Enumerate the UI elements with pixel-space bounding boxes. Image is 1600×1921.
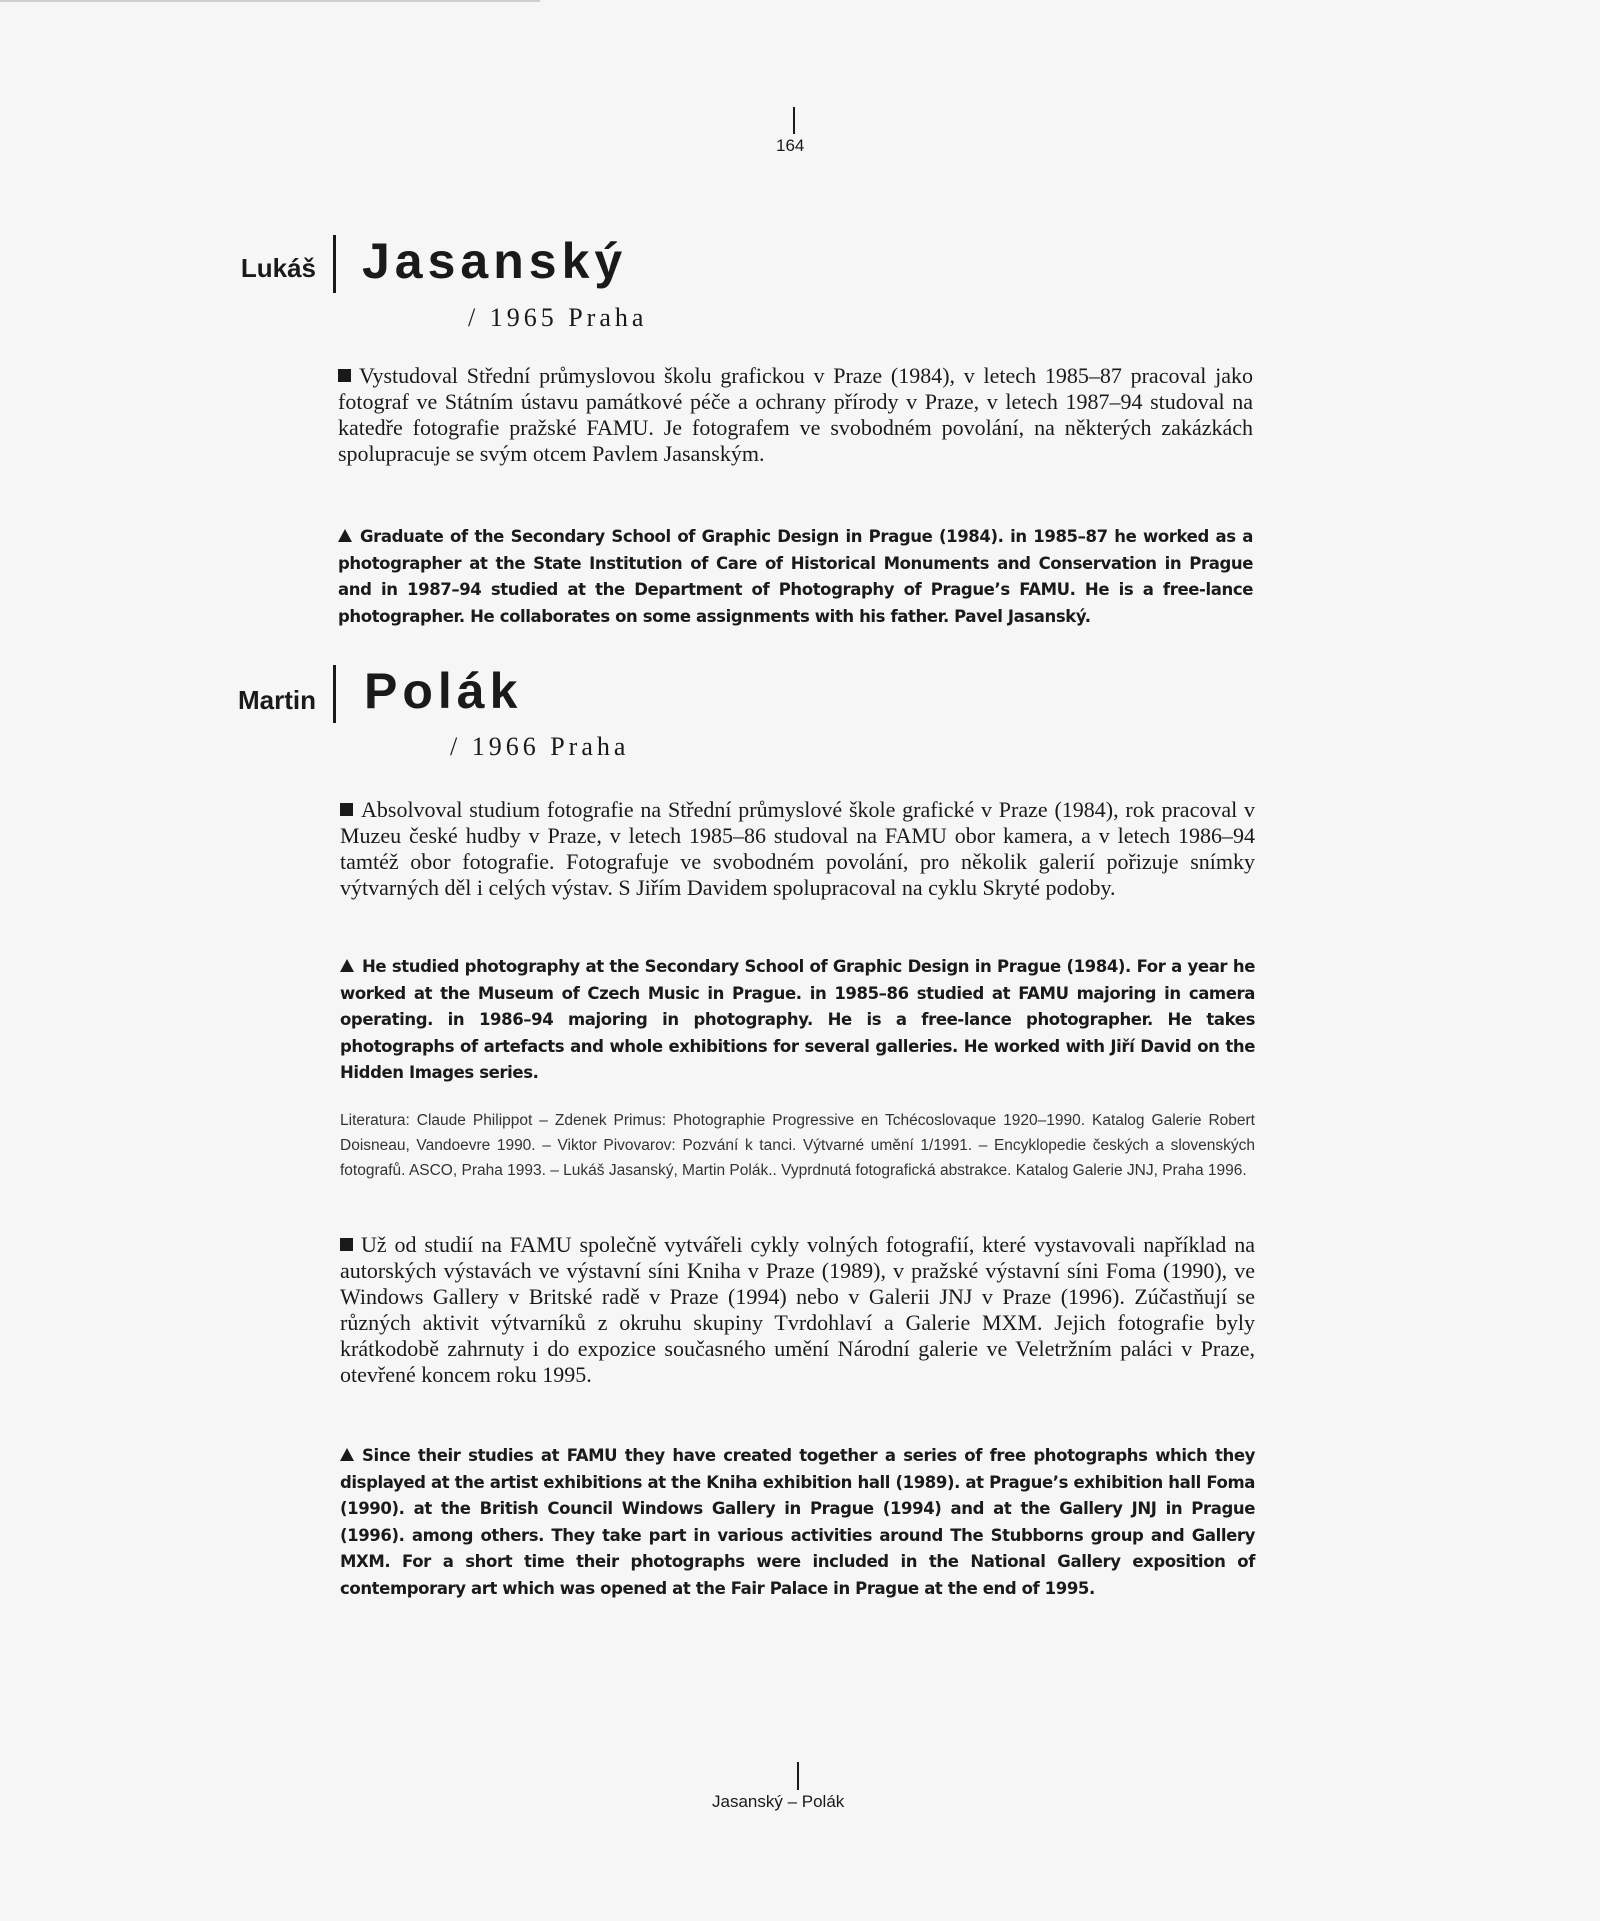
square-bullet-icon (340, 803, 353, 816)
name-divider-polak (333, 665, 336, 723)
page-number-rule (793, 107, 795, 134)
joint-en: Since their studies at FAMU they have created together a series of free photographs which they displayed at the artist exhibitions at the Kniha exhibition hall (1989). at Prague’s exhibition hall Foma (1990). at the British Council Windows Gallery in Prague (1994) and at the Gallery JNJ in Prague (1996). among others. They take part in various activities around The Stubborns group and Gallery MXM. For a short time their photographs were included in the National Gallery exposition of contemporary art which was opened at the Fair Palace in Prague at the end of 1995. (340, 1446, 1255, 1598)
bio-cz-jasansky: Vystudoval Střední průmyslovou školu grafickou v Praze (1984), v letech 1985–87 pracoval jako fotograf ve Státním ústavu památkové péče a ochrany přírody v Praze, v letech 1987–94 studoval na katedře fotografie pražské FAMU. Je fotografem ve svobodném povolání, na některých zakázkách spolupracuje se svým otcem Pavlem Jasanským. (338, 363, 1253, 466)
triangle-bullet-icon (340, 1448, 354, 1461)
first-name-polak: Martin (238, 685, 316, 715)
triangle-bullet-icon (340, 959, 354, 972)
square-bullet-icon (338, 369, 351, 382)
birth-polak: / 1966 Praha (450, 732, 630, 761)
running-title: Jasanský – Polák (712, 1792, 845, 1811)
bio-en-jasansky: Graduate of the Secondary School of Graphic Design in Prague (1984). in 1985–87 he worked as a photographer at the State Institution of Care of Historical Monuments and Conservation in Prague and in 1987–94 studied at the Department of Photography of Prague’s FAMU. He is a free-lance photographer. He collaborates on some assignments with his father. Pavel Jasanský. (338, 527, 1253, 626)
literature: Literatura: Claude Philippot – Zdenek Primus: Photographie Progressive en Tchécoslovaque 1920–1990. Katalog Galerie Robert Doisneau, Vandoevre 1990. – Viktor Pivovarov: Pozvání k tanci. Výtvarné umění 1/1991. – Encyklopedie českých a slovenských fotografů. ASCO, Praha 1993. – Lukáš Jasanský, Martin Polák.. Vyprdnutá fotografická abstrakce. Katalog Galerie JNJ, Praha 1996. (340, 1112, 1255, 1179)
square-bullet-icon (340, 1238, 353, 1251)
first-name-jasansky: Lukáš (240, 253, 316, 283)
page-number: 164 (776, 136, 805, 155)
bio-cz-polak: Absolvoval studium fotografie na Střední průmyslové škole grafické v Praze (1984), rok pracoval v Muzeu české hudby v Praze, v letech 1985–86 studoval na FAMU obor kamera, a v letech 1986–94 tamtéž obor fotografie. Fotografuje ve svobodném povolání, pro několik galerií pořizuje snímky výtvarných děl i celých výstav. S Jiřím Davidem spolupracoval na cyklu Skryté podoby. (340, 797, 1255, 900)
bio-en-polak: He studied photography at the Secondary School of Graphic Design in Prague (1984). For a year he worked at the Museum of Czech Music in Prague. in 1985–86 studied at FAMU majoring in camera operating. in 1986–94 majoring in photography. He is a free-lance photographer. He takes photographs of artefacts and whole exhibitions for several galleries. He worked with Jiří David on the Hidden Images series. (340, 957, 1255, 1082)
birth-jasansky: / 1965 Praha (468, 303, 648, 332)
footer-rule (797, 1762, 799, 1790)
name-divider-jasansky (333, 235, 336, 293)
joint-cz: Už od studií na FAMU společně vytvářeli cykly volných fotografií, které vystavovali například na autorských výstavách ve výstavní síni Kniha v Praze (1989), v pražské výstavní síni Foma (1990), ve Windows Gallery v Britské radě v Praze (1994) nebo v Galerii JNJ v Praze (1996). Zúčastňují se různých aktivit výtvarníků z okruhu skupiny Tvrdohlaví a Galerie MXM. Jejich fotografie byly krátkodobě zahrnuty i do expozice současného umění Národní galerie ve Veletržním paláci v Praze, otevřené koncem roku 1995. (340, 1232, 1255, 1387)
page-edge-line (0, 0, 540, 2)
surname-jasansky: Jasanský (362, 233, 628, 289)
triangle-bullet-icon (338, 529, 352, 542)
surname-polak: Polák (364, 663, 523, 719)
